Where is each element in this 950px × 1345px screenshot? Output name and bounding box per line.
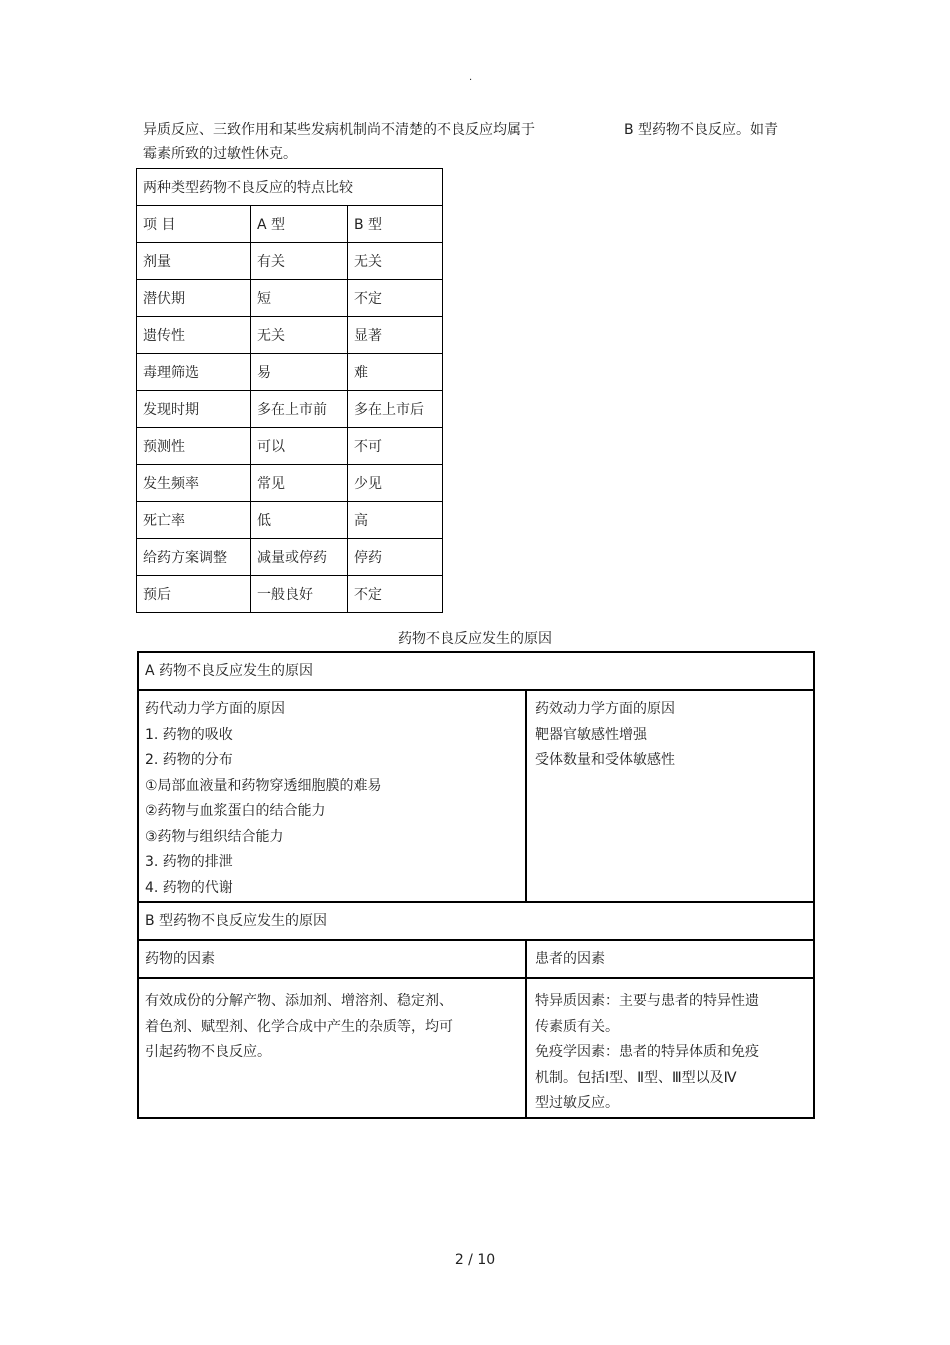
table-cell: 低	[251, 502, 348, 539]
list-item: 1. 药物的吸收	[145, 726, 233, 743]
table-cell: 一般良好	[251, 576, 348, 613]
table-cell: 多在上市后	[348, 391, 443, 428]
table-cell: 潜伏期	[137, 280, 251, 317]
comparison-table-caption: 两种类型药物不良反应的特点比较	[137, 169, 443, 206]
list-item: 靶器官敏感性增强	[535, 726, 647, 743]
table-row	[137, 576, 443, 613]
table-row	[137, 391, 443, 428]
table-row	[137, 354, 443, 391]
drug-factors-header: 药物的因素	[139, 941, 527, 977]
drug-factors-column	[139, 979, 527, 1117]
table-cell: 预测性	[137, 428, 251, 465]
comparison-table	[136, 168, 443, 613]
table-row	[137, 539, 443, 576]
type-a-body	[139, 691, 813, 903]
table-cell: 显著	[348, 317, 443, 354]
list-item: 2. 药物的分布	[145, 752, 233, 768]
table-cell: 易	[251, 354, 348, 391]
type-b-subheader	[139, 941, 813, 979]
header-cell: A 型	[251, 206, 348, 243]
list-item: ③药物与组织结合能力	[145, 828, 284, 845]
text-line: 机制。包括Ⅰ型、Ⅱ型、Ⅲ型以及Ⅳ	[535, 1069, 737, 1086]
table-cell: 剂量	[137, 243, 251, 280]
text-line: 传素质有关。	[535, 1018, 619, 1035]
table-row	[137, 502, 443, 539]
cause-section-title: 药物不良反应发生的原因	[398, 631, 552, 647]
text-line: 特异质因素：主要与患者的特异性遗	[535, 993, 759, 1009]
table-cell: 停药	[348, 539, 443, 576]
table-cell: 减量或停药	[251, 539, 348, 576]
text-line: 免疫学因素：患者的特异体质和免疫	[535, 1044, 759, 1060]
table-cell: 不定	[348, 280, 443, 317]
pharmacokinetic-column	[139, 691, 527, 901]
header-cell: B 型	[348, 206, 443, 243]
table-cell: 死亡率	[137, 502, 251, 539]
table-cell: 常见	[251, 465, 348, 502]
table-cell: 给药方案调整	[137, 539, 251, 576]
table-cell: 不可	[348, 428, 443, 465]
patient-factors-column	[527, 979, 813, 1117]
intro-line-1: 异质反应、三致作用和某些发病机制尚不清楚的不良反应均属于 B 型药物不良反应。如青	[143, 122, 779, 138]
type-b-header: B 型药物不良反应发生的原因	[139, 903, 813, 941]
table-cell: 可以	[251, 428, 348, 465]
cause-table	[137, 651, 815, 1119]
type-b-body	[139, 979, 813, 1117]
table-cell: 毒理筛选	[137, 354, 251, 391]
table-cell: 发现时期	[137, 391, 251, 428]
list-item: ②药物与血浆蛋白的结合能力	[145, 803, 326, 819]
list-item: 4. 药物的代谢	[145, 879, 233, 896]
header-dot: .	[469, 72, 473, 83]
table-cell: 多在上市前	[251, 391, 348, 428]
table-header-row	[137, 206, 443, 243]
table-cell: 无关	[251, 317, 348, 354]
header-cell: 项 目	[137, 206, 251, 243]
table-cell: 预后	[137, 576, 251, 613]
text-line: 型过敏反应。	[535, 1095, 619, 1111]
text-line: 着色剂、赋型剂、化学合成中产生的杂质等，均可	[145, 1018, 453, 1035]
table-cell: 短	[251, 280, 348, 317]
list-item: 3. 药物的排泄	[145, 854, 233, 870]
table-cell: 难	[348, 354, 443, 391]
table-cell: 不定	[348, 576, 443, 613]
intro-line-2: 霉素所致的过敏性休克。	[143, 146, 297, 162]
table-row	[137, 280, 443, 317]
table-cell: 遗传性	[137, 317, 251, 354]
table-row	[137, 465, 443, 502]
type-a-header: A 药物不良反应发生的原因	[139, 653, 813, 691]
table-row	[137, 428, 443, 465]
table-row	[137, 317, 443, 354]
page-number: 2 / 10	[454, 1252, 496, 1268]
list-item: 药效动力学方面的原因	[535, 701, 675, 717]
table-cell: 发生频率	[137, 465, 251, 502]
intro-paragraph	[143, 118, 823, 166]
list-item: 受体数量和受体敏感性	[535, 752, 675, 768]
text-line: 引起药物不良反应。	[145, 1044, 271, 1060]
text-line: 有效成份的分解产物、添加剂、增溶剂、稳定剂、	[145, 993, 453, 1009]
list-item: 药代动力学方面的原因	[145, 701, 285, 717]
table-cell: 有关	[251, 243, 348, 280]
table-cell: 无关	[348, 243, 443, 280]
patient-factors-header: 患者的因素	[535, 951, 605, 967]
table-cell: 高	[348, 502, 443, 539]
list-item: ①局部血液量和药物穿透细胞膜的难易	[145, 777, 382, 794]
table-cell: 少见	[348, 465, 443, 502]
pharmacodynamic-column	[527, 691, 813, 901]
table-row	[137, 243, 443, 280]
